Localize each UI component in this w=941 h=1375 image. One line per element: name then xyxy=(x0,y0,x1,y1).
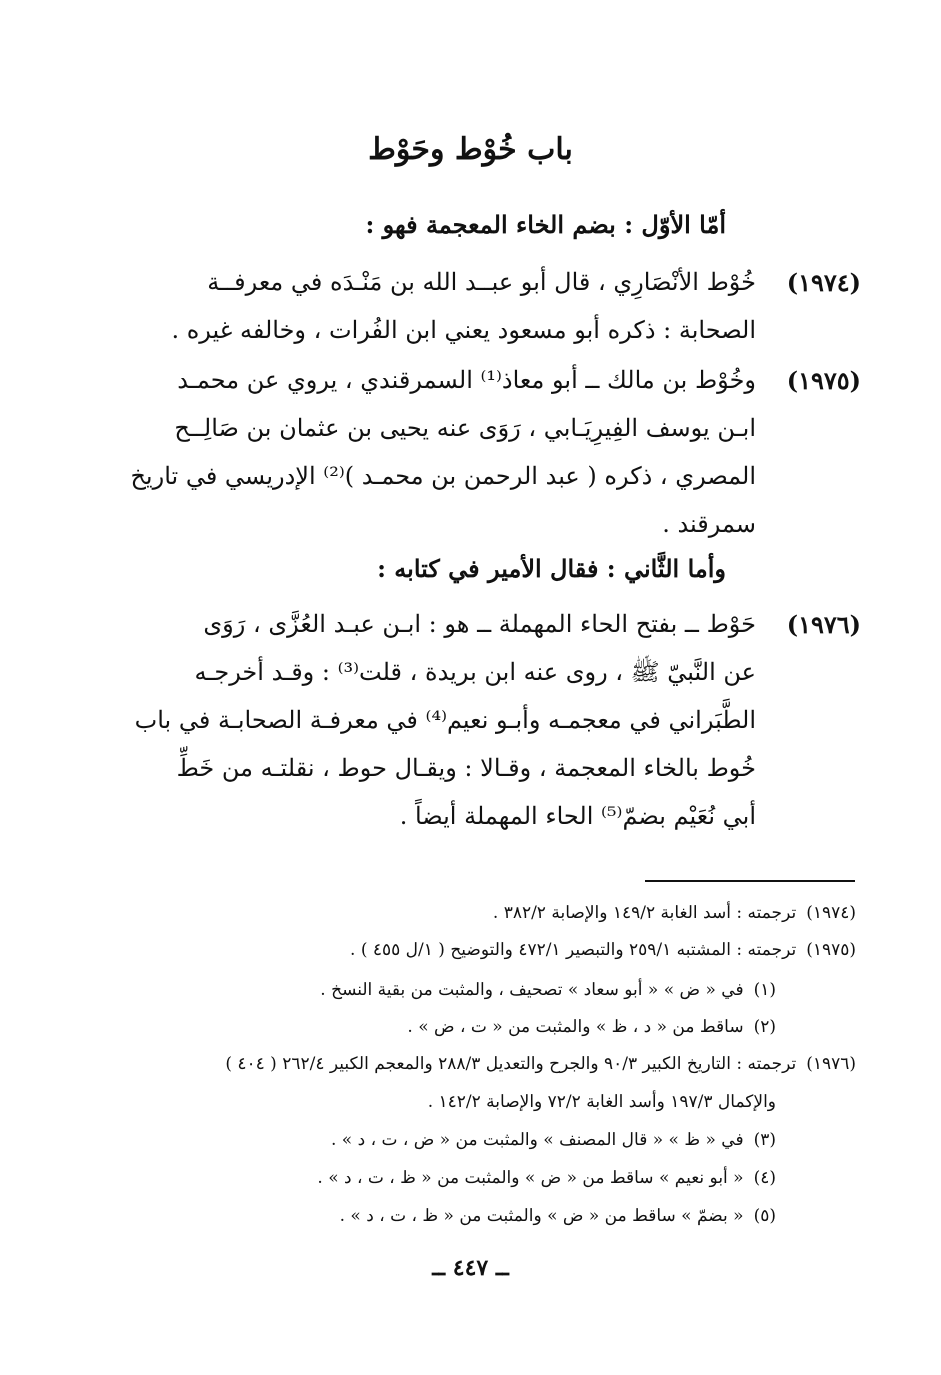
footnote xyxy=(76,903,856,923)
footnote-text: ترجمته : التاريخ الكبير ٩٠/٣ والجرح والتعديل ٢٨٨/٣ والمعجم الكبير ٢٦٢/٤ ( ٤٠٤ ) xyxy=(225,1054,797,1074)
footnote xyxy=(76,1206,776,1226)
footnote-text: في « ظ » « قال المصنف » والمثبت من « ض ، ت ، د » . xyxy=(330,1130,744,1150)
footnote-text: « بضمّ » ساقط من « ض » والمثبت من « ظ ، ت ، د » . xyxy=(339,1206,744,1226)
footnote xyxy=(26,1054,856,1074)
entry-line: حَوْط ــ بفتح الحاء المهملة ــ هو : ابـن عبـد العُزَّى ، رَوَى xyxy=(203,610,756,638)
entry-line: الصحابة : ذكره أبو مسعود يعني ابن الفُرات ، وخالفه غيره . xyxy=(171,316,756,344)
entry-number: (١٩٧٤) xyxy=(786,268,861,297)
footnote-number: (٣) xyxy=(753,1130,776,1150)
footnote-text: ترجمته : المشتبه ٢٥٩/١ والتبصير ٤٧٢/١ والتوضيح ( ١/ل ٤٥٥ ) . xyxy=(350,940,797,960)
footnote-text: ساقط من « د ، ظ » والمثبت من « ت ، ض » . xyxy=(407,1017,744,1037)
footnote-separator xyxy=(645,880,855,882)
entry-line: خُوْط الأنْصَارِي ، قال أبو عبــد الله بن مَنْـدَه في معرفــة xyxy=(207,268,756,296)
entry-line: خُوط بالخاء المعجمة ، وقـالا : ويقـال حوط ، نقلتـه من خَطِّ xyxy=(176,754,756,782)
entry-line: أبي نُعَيْم بضمّ⁽⁵⁾ الحاء المهملة أيضاً . xyxy=(399,802,756,830)
entry-text xyxy=(134,600,756,840)
footnote-text: ترجمته : أسد الغابة ١٤٩/٢ والإصابة ٣٨٢/٢ . xyxy=(492,903,797,923)
page-number: ــ ٤٤٧ ــ xyxy=(432,1255,509,1281)
footnote-text: والإكمال ١٩٧/٣ وأسد الغابة ٧٢/٢ والإصابة ١٤٢/٢ . xyxy=(427,1092,776,1112)
footnote xyxy=(76,1168,776,1188)
footnote-number: (٢) xyxy=(753,1017,776,1037)
footnote-number: (١) xyxy=(753,980,776,1000)
footnote xyxy=(76,1017,776,1037)
entry-line: الطَّبَراني في معجمـه وأبـو نعيم⁽⁴⁾ في معرفـة الصحابـة في باب xyxy=(134,706,756,734)
entry-line: سمرقند . xyxy=(662,510,756,538)
footnote xyxy=(76,1130,776,1150)
entry-line: المصري ، ذكره ( عبد الرحمن بن محمـد )⁽²⁾ الإدريسي في تاريخ xyxy=(130,462,756,490)
entry-number: (١٩٧٥) xyxy=(786,366,861,395)
footnote-text: في « ض » « أبو سعاد » تصحيف ، والمثبت من بقية النسخ . xyxy=(320,980,744,1000)
entry-text xyxy=(130,356,756,548)
footnote-number: (٥) xyxy=(753,1206,776,1226)
section-intro-second: وأما الثَّاني : فقال الأمير في كتابه : xyxy=(377,554,726,583)
entry-line: عن النَّبيّ ﷺ ، روى عنه ابن بريدة ، قلت⁽³⁾ : وقـد أخرجـه xyxy=(194,658,756,686)
entry-number: (١٩٧٦) xyxy=(786,610,861,639)
chapter-title: باب خُوْط وحَوْط xyxy=(368,132,573,167)
footnote-number: (٤) xyxy=(753,1168,776,1188)
footnote-number: (١٩٧٤) xyxy=(806,903,856,923)
entry-text xyxy=(161,258,756,354)
footnote-text: « أبو نعيم » ساقط من « ض » والمثبت من « ظ ، ت ، د » . xyxy=(317,1168,744,1188)
entry-line: ابـن يوسف الفِيرِيَـابي ، رَوَى عنه يحيى بن عثمان بن صَالِــح xyxy=(174,414,756,442)
entry-line: وخُوْط بن مالك ــ أبو معاذ⁽¹⁾ السمرقندي ، يروي عن محمـد xyxy=(177,366,756,394)
footnote-number: (١٩٧٥) xyxy=(806,940,856,960)
footnote xyxy=(76,980,776,1000)
footnote-number: (١٩٧٦) xyxy=(806,1054,856,1074)
footnote xyxy=(76,940,856,960)
footnote-continuation xyxy=(0,1092,776,1112)
section-intro-first: أمّا الأوّل : بضم الخاء المعجمة فهو : xyxy=(365,210,726,239)
